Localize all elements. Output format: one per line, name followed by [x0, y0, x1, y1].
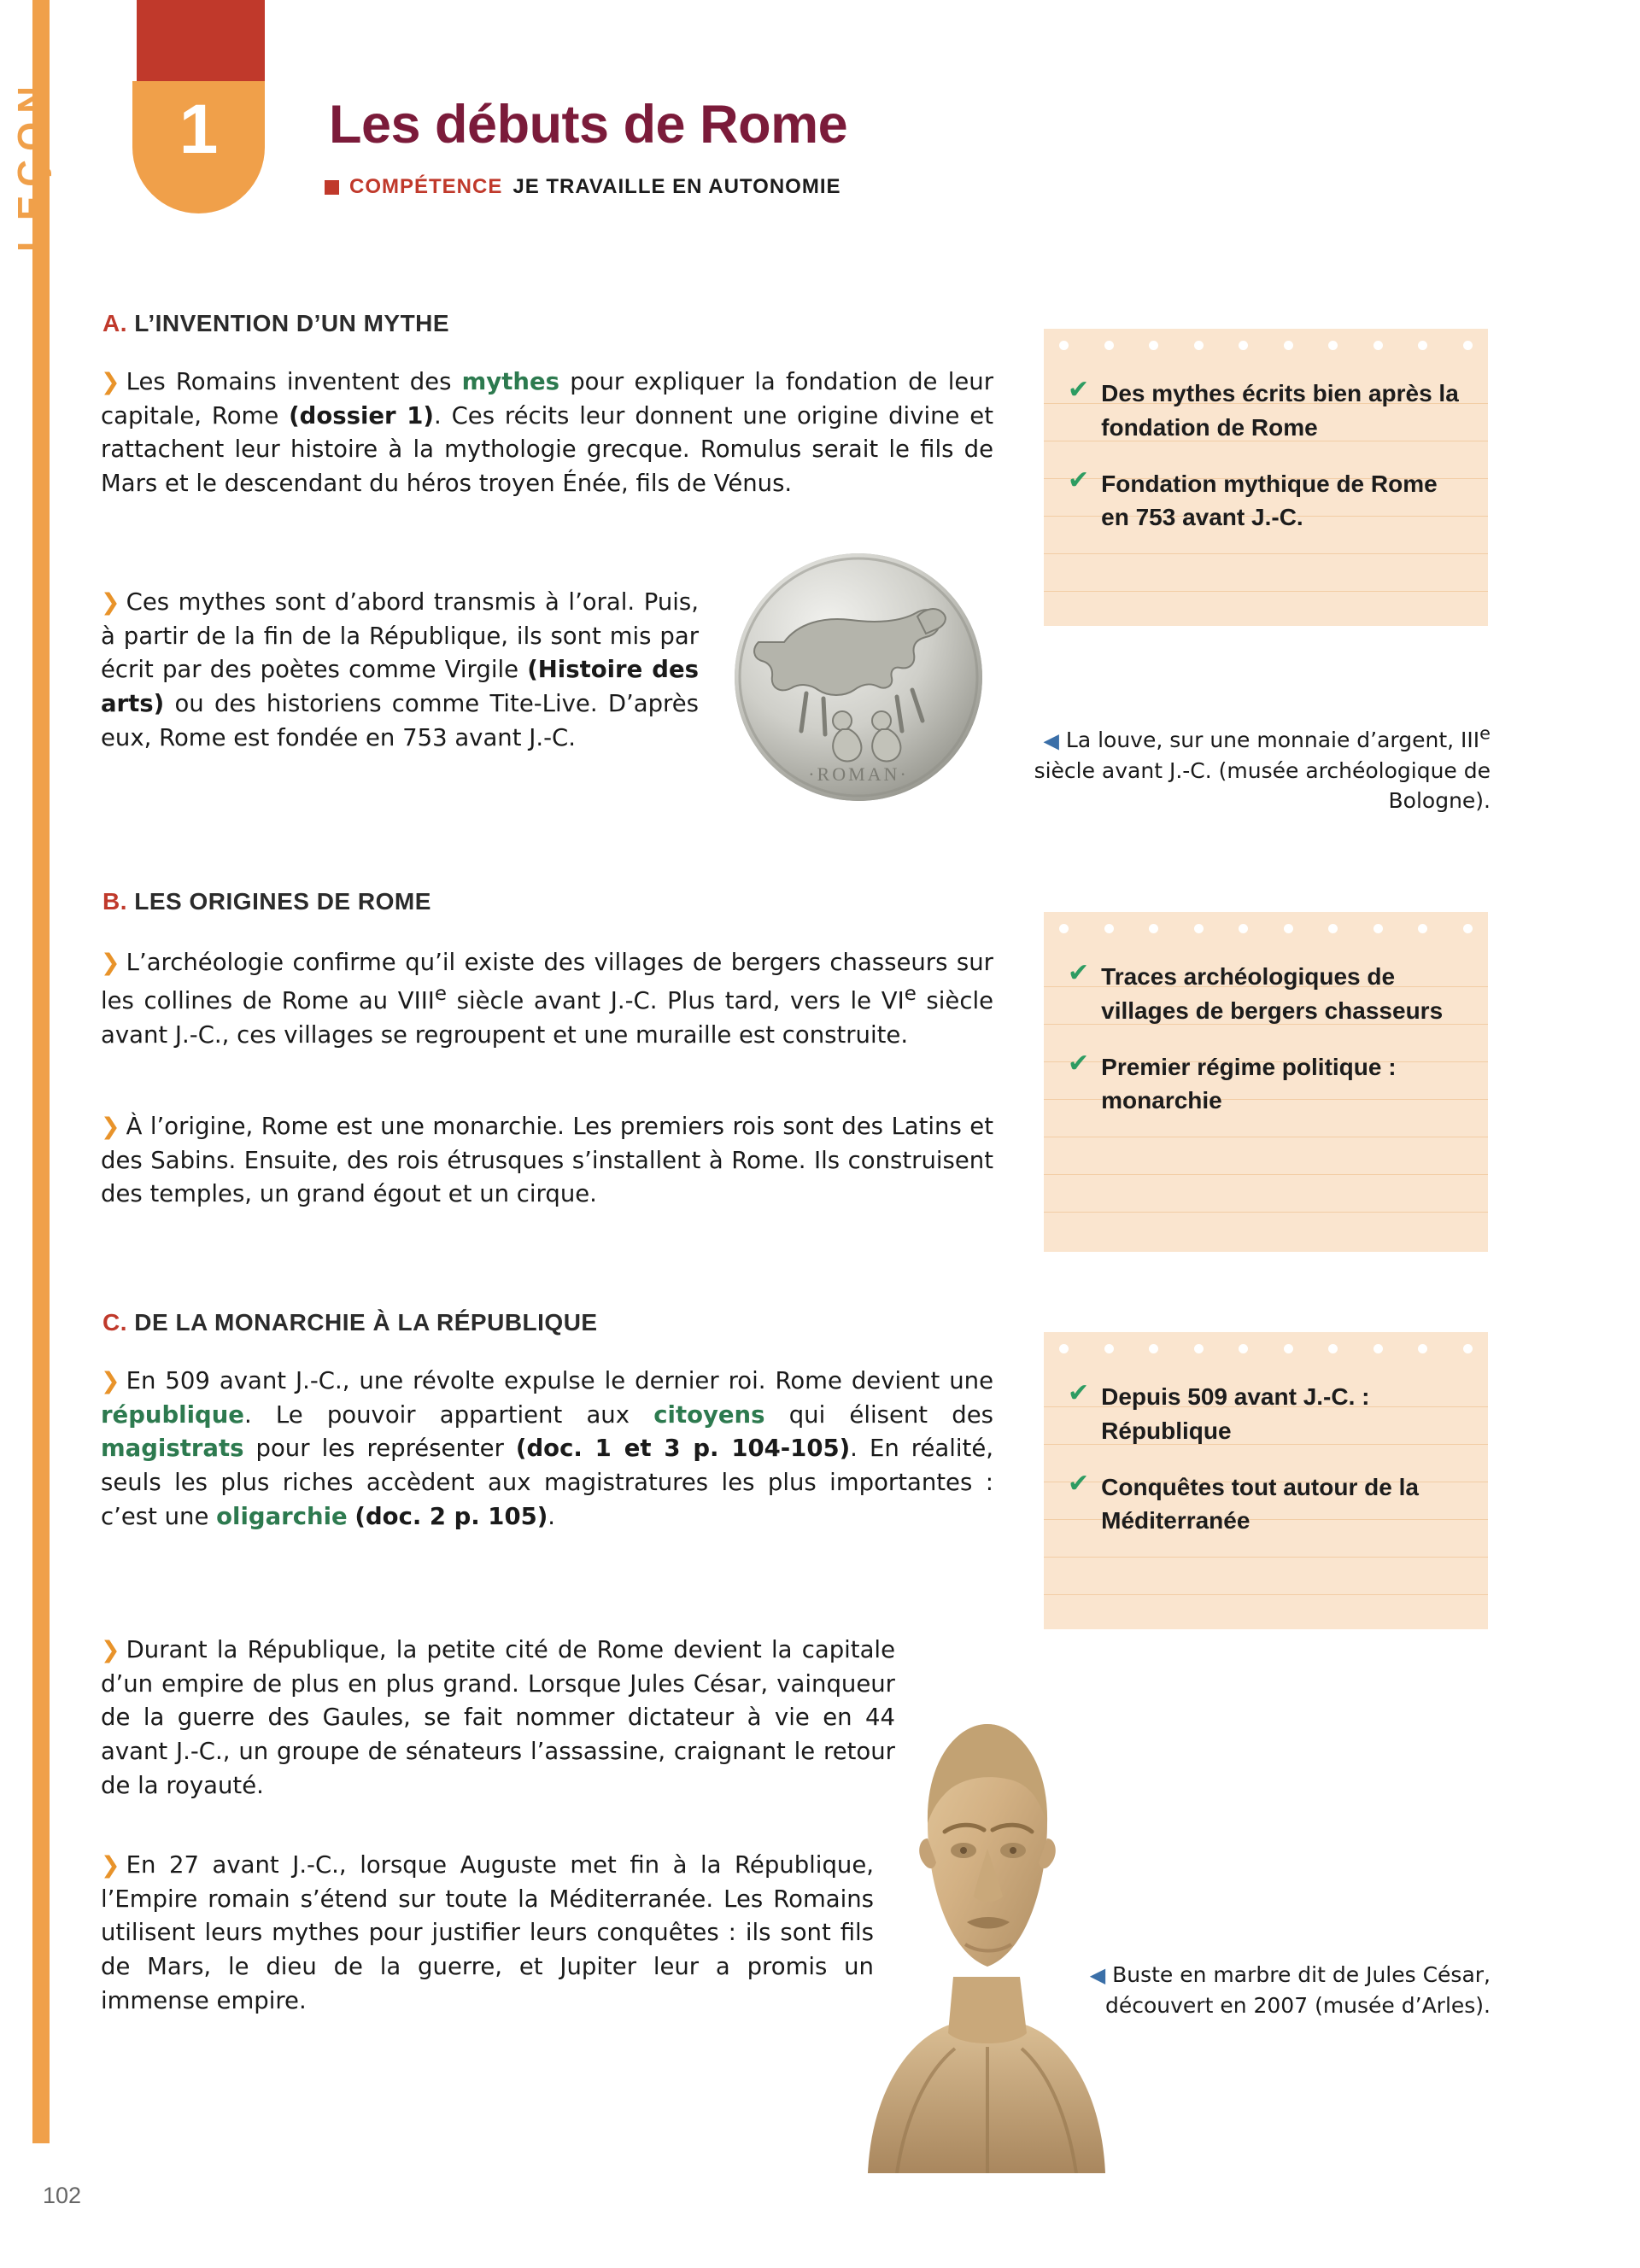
paragraph-c3: ❯ En 27 avant J.-C., lorsque Auguste met fin à la République, l’Empire romain s’étend sur toute la Méditerranée. Les Romains utilisent leurs mythes pour justifier leurs conquêtes : ils sont fils de Mars, le dieu de la guerre, et Jupiter leur a promis un immense empire.	[101, 1851, 874, 2014]
caption-coin: ◀ La louve, sur une monnaie d’argent, IIIe siècle avant J.-C. (musée archéologique de Bologne).	[1034, 723, 1491, 814]
section-title: L’INVENTION D’UN MYTHE	[134, 310, 450, 336]
page-number: 102	[43, 2183, 82, 2208]
lesson-label-wrap	[0, 9, 128, 299]
lesson-number-badge	[132, 81, 265, 213]
lesson-number: 1	[179, 91, 219, 168]
section-heading-a	[102, 310, 449, 337]
paragraph-a1: ❯ Les Romains inventent des mythes pour expliquer la fondation de leur capitale, Rome (dossier 1). Ces récits leur donnent une origine divine et rattachent leur histoire à la mythologie grecque. Romulus serait le fils de Mars et le descendant du héros troyen Énée, fils de Vénus.	[101, 368, 994, 498]
paragraph-a2: ❯ Ces mythes sont d’abord transmis à l’oral. Puis, à partir de la fin de la République, ils sont mis par écrit par des poètes comme Virgile (Histoire des arts) ou des historiens comme Tite-Live. D’après eux, Rome est fondée en 753 avant J.-C.	[101, 588, 699, 751]
bust-caesar-image	[846, 1695, 1128, 2173]
note-item	[1068, 1470, 1469, 1539]
note-item-text: Premier régime politique : monarchie	[1101, 1053, 1397, 1114]
arrow-bullet-icon: ❯	[101, 950, 120, 976]
arrow-bullet-icon: ❯	[101, 589, 120, 616]
caption-bust: ◀ Buste en marbre dit de Jules César, découvert en 2007 (musée d’Arles).	[1089, 1962, 1491, 2018]
note-item	[1068, 377, 1469, 445]
check-icon: ✔	[1068, 958, 1090, 988]
section-letter: A.	[102, 310, 127, 336]
paragraph-b2: ❯ À l’origine, Rome est une monarchie. Les premiers rois sont des Latins et des Sabins. Ensuite, des rois étrusques s’installent à Rome. Ils construisent des temples, un grand égout et un cirque.	[101, 1113, 993, 1208]
check-icon: ✔	[1068, 1378, 1090, 1408]
note-item	[1068, 960, 1469, 1028]
left-decorative-rail	[32, 0, 50, 2143]
note-items-c	[1068, 1380, 1469, 1560]
note-dots-row	[1059, 924, 1473, 934]
bust-illustration	[846, 1695, 1128, 2173]
paragraph-b1: ❯ L’archéologie confirme qu’il existe des villages de bergers chasseurs sur les collines de Rome au VIIIe siècle avant J.-C. Plus tard, vers le VIe siècle avant J.-C., ces villages se regroupent et une muraille est construite.	[101, 949, 994, 1049]
square-bullet-icon	[325, 180, 339, 195]
note-items-b	[1068, 960, 1469, 1140]
note-dots-row	[1059, 341, 1473, 351]
arrow-bullet-icon: ❯	[101, 1114, 120, 1140]
note-item-text: Fondation mythique de Rome en 753 avant J.-C.	[1101, 470, 1438, 531]
section-title: DE LA MONARCHIE À LA RÉPUBLIQUE	[134, 1309, 598, 1336]
note-item	[1068, 1380, 1469, 1448]
check-icon: ✔	[1068, 1048, 1090, 1078]
page-title: Les débuts de Rome	[329, 95, 848, 155]
competence-line	[325, 175, 841, 199]
section-letter: C.	[102, 1309, 127, 1336]
left-triangle-icon: ◀	[1043, 728, 1059, 753]
note-card-c	[1044, 1332, 1488, 1629]
coin-relief-illustration	[735, 553, 982, 801]
note-dots-row	[1059, 1344, 1473, 1354]
arrow-bullet-icon: ❯	[101, 1368, 120, 1394]
note-item-text: Des mythes écrits bien après la fondation de Rome	[1101, 380, 1459, 441]
svg-text:·ROMAN·: ·ROMAN·	[808, 763, 909, 785]
arrow-bullet-icon: ❯	[101, 369, 120, 395]
section-heading-c	[102, 1309, 598, 1336]
note-card-a	[1044, 329, 1488, 626]
section-letter: B.	[102, 888, 127, 915]
arrow-bullet-icon: ❯	[101, 1852, 120, 1879]
coin-louve-image	[735, 553, 982, 801]
section-title: LES ORIGINES DE ROME	[134, 888, 431, 915]
check-icon: ✔	[1068, 1468, 1090, 1499]
check-icon: ✔	[1068, 465, 1090, 495]
note-item-text: Traces archéologiques de villages de bergers chasseurs	[1101, 963, 1444, 1024]
paragraph-c1: ❯ En 509 avant J.-C., une révolte expulse le dernier roi. Rome devient une république. Le pouvoir appartient aux citoyens qui élisent des magistrats pour les représenter (doc. 1 et 3 p. 104-105). En réalité, seuls les plus riches accèdent aux magistratures les plus importantes : c’est une oligarchie (doc. 2 p. 105).	[101, 1367, 993, 1530]
note-item-text: Conquêtes tout autour de la Méditerranée	[1101, 1473, 1419, 1534]
left-triangle-icon: ◀	[1089, 1963, 1106, 1987]
note-item	[1068, 1050, 1469, 1119]
competence-value: JE TRAVAILLE EN AUTONOMIE	[512, 175, 841, 198]
note-items-a	[1068, 377, 1469, 557]
competence-label: COMPÉTENCE	[349, 175, 503, 198]
section-heading-b	[102, 888, 431, 915]
paragraph-c2: ❯ Durant la République, la petite cité de Rome devient la capitale d’un empire de plus en plus grand. Lorsque Jules César, vainqueur de la guerre des Gaules, se fait nommer dictateur à vie en 44 avant J.-C., un groupe de sénateurs l’assassine, craignant le retour de la royauté.	[101, 1636, 895, 1799]
note-item-text: Depuis 509 avant J.-C. : République	[1101, 1383, 1370, 1444]
arrow-bullet-icon: ❯	[101, 1637, 120, 1663]
note-card-b	[1044, 912, 1488, 1252]
check-icon: ✔	[1068, 375, 1090, 405]
lesson-word: LEÇON	[10, 78, 52, 252]
note-item	[1068, 467, 1469, 535]
